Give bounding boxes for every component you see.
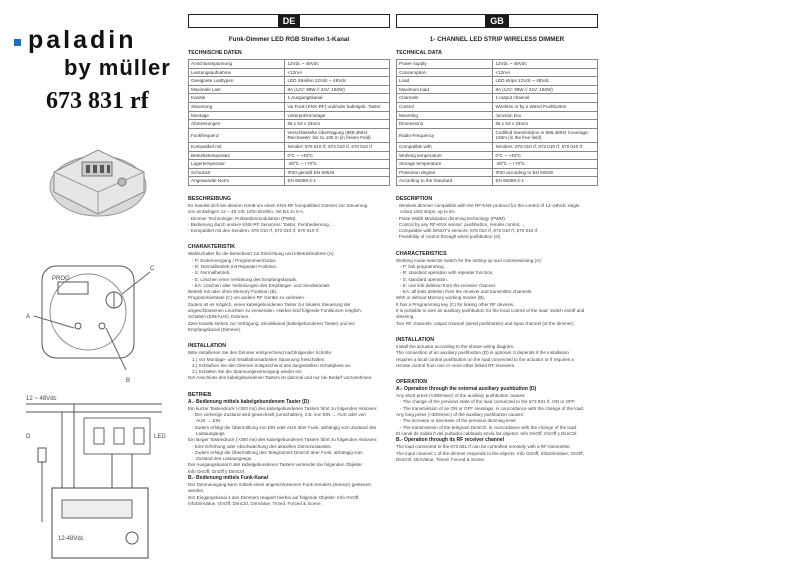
text-line: - The increase or decrease of the previous dimming level. [400,418,517,424]
tech-row [189,120,390,129]
text-line: The connection of an auxiliary pushbutton (D) is optional. It depends if the installation [396,350,569,356]
tech-value: Wireless or by a Wired Pushbutton [493,102,598,111]
tech-table-gb [396,59,598,186]
tech-value: EN 60669-2-1 [285,177,390,186]
logo-square-icon [14,39,21,46]
tech-value: LED strips 12Vdc ~ 48Vdc [493,77,598,86]
text-line: 1.) Vor Montage- und Installationsarbeiten Spannung freischalten. [192,356,326,362]
text-line: The load connected to the 673 831 rf can be controlled remotely with a RF transmitter. [396,444,571,450]
tech-label: Control [397,102,493,111]
section-heading: OPERATION [396,379,428,386]
tech-label: Maximale Last [189,85,285,94]
section-heading: INSTALLATION [188,343,227,350]
tech-value: Codified transmission in 868,4MHz Coverage: 100m (in the free field) [493,128,598,142]
subsection-heading: B.- Bedienung mittels Funk-Kanal [188,475,269,481]
text-line: · Possibility of control through wired pushbutton (D). [396,234,502,240]
wiring-diagram [22,392,177,564]
section-heading: INSTALLATION [396,336,435,343]
tech-row [189,68,390,77]
text-line: Der Anschluss des kabelgebundenen Tasters ist optional und nur bei Bedarf vorzunehmen. [188,375,373,381]
tech-row [189,102,390,111]
text-line: - EA: all links deletion from the receiver and transmitter channels. [400,289,533,295]
text-line: Lastausgangs. [196,430,226,436]
subsection-heading: B.- Operation through its RF receiver channel [396,437,505,444]
language-header-de: DE [188,14,390,28]
brand-subline: by müller [64,55,171,80]
text-line: Wahlschalter für die Betriebsart zur Einrichtung und Inbetriebnahme (A): [188,251,335,257]
text-line: 3.) Schalten Sie die Spannungsversorgung wieder ein. [192,369,303,375]
column-title-gb: 1- CHANNEL LED STRIP WIRELESS DIMMER [429,36,565,43]
tech-value: 1 Ausgangskanal [285,94,390,103]
text-line: With or without Memory working modes (B). [396,295,486,301]
tech-row [397,168,598,177]
text-line: Info OnOff, OnOff y DimCtrl. [188,468,246,474]
tech-row [397,102,598,111]
tech-value: IP20 gemäß EN 60529 [285,168,390,177]
tech-value: <12mA [285,68,390,77]
tech-row [189,111,390,120]
tech-label: Consumption [397,68,493,77]
text-line: Betrieb mit oder ohne Memory Funktion (B). [188,289,278,295]
tech-label: Lagertemperatur [189,160,285,169]
tech-label: Angewandte Norm [189,177,285,186]
text-blocks-gb [396,186,598,463]
text-line: The input channel 1 of the dimmer responds to the objects: Info OnOff, InfoDimValue, OnOff, [396,450,584,456]
subsection-heading: A.- Operation through the external auxiliary pushbutton (D) [396,386,537,393]
tech-label: Montage [189,111,285,120]
tech-value: Junction box [493,111,598,120]
text-line: - Zudem erfolgt die Übermittlung des Telegramms DimCtrl über Funk, abhängig vom [192,449,363,455]
tech-row [189,60,390,69]
tech-row [397,94,598,103]
text-line: · Control by any RF-KNX sensor: pushbutton, remote control, ... [396,221,526,227]
text-line: - EA: Löschen aller Verlinkungen des Empfänger- und Sendekanals. [192,282,331,288]
tech-label: Maximum load [397,85,493,94]
text-line: - P: link programming. [400,263,445,269]
text-line: colour LED strips, up to 8A. [400,209,456,215]
diagram-label-prog: PROG [52,276,70,282]
tech-row [397,177,598,186]
text-line: Two RF channels: output channel (wired pushbutton) and input channel (of the dimmer). [396,320,575,326]
text-line: DimCtrl, DimValue, Timed, Forced & Scene. [396,456,486,462]
tech-label: Power supply [397,60,493,69]
tech-label: Steuerung [189,102,285,111]
text-line: · Kompatibel mit den Sendern: 676 010 rf, 673 010 rf, 670 010 rf. [188,228,320,234]
text-line: Bitte installieren Sie den Dimmer entsprechend nachfolgender Schritte: [188,350,333,356]
tech-value: 12Vdc ~ 48Vdc [285,60,390,69]
tech-row [397,77,598,86]
column-gb [396,14,598,463]
tech-label: Working temperature [397,151,493,160]
text-line: Zudem ist es möglich, einen kabelgebundenen Taster zur lokalen Steuerung der [188,301,351,307]
tech-label: Schutzart [189,168,285,177]
tech-row [397,85,598,94]
text-line: Der Eingangskanal 1 des Dimmers reagiert hierbei auf folgende Objekte: Info OnOff, [188,494,360,500]
tech-label: Mounting [397,111,493,120]
tech-label: Kompatibel mit [189,142,285,151]
tech-value: LED Streifen 12Vdc ~ 48Vdc [285,77,390,86]
section-heading: CHARAKTERISTIK [188,244,236,251]
tech-row [397,142,598,151]
tech-row [397,111,598,120]
text-line: Schalten (EIN/AUS), Dimmen. [188,314,250,320]
tech-label: Protection degree [397,168,493,177]
tech-label: Abmessungen [189,120,285,129]
text-line: - Der vorherige Zustand wird gewechselt (umschalten), z.B. von EIN → AUS oder von [192,412,366,418]
tech-row [189,168,390,177]
text-line: - E: Löschen einer Verlinkung des Empfangskanals. [192,276,298,282]
tech-value: 8A (12V: 96W // 24V: 192W) [493,85,598,94]
part-number: 673 831 rf [46,88,149,114]
text-line: Der Dimmausgang kann mittels eines angeschlossenen Funk-Senders (Sensor) gesteuert [188,482,371,487]
column-de [188,14,390,507]
text-line: - R: standard operation with repeater function. [400,270,494,276]
text-line: InfoDimValue, OnOff, DimCtrl, DimValue, Timed, Forced & Scene. [188,500,322,506]
text-line: 2.) Schließen Sie den Dimmer entsprechend des dargestellten Schaltplans an. [192,362,352,368]
text-line: von einfarbigen 12 ~ 48 Vdc LED-Streifen, mit bis zu 8 A. [188,209,305,215]
tech-label: Radio-Frequency [397,128,493,142]
tech-value: 8A (12V: 96W // 24V: 192W) [285,85,390,94]
tech-row [397,60,598,69]
subsection-heading: A.- Bedienung mittels kabelgebundenem Taster (D) [188,398,310,405]
tech-row [189,85,390,94]
text-line: Zwei Kanäle stehen zur Verfügung: Sendekanal (kabelgebundener Taster) und ein [188,320,355,326]
tech-label: According to the Standard [397,177,493,186]
text-line: - S: standard operation. [400,276,449,282]
tech-data-heading-de: TECHNISCHE DATEN [188,50,242,56]
text-line: Programmiertaste (C) um andere RF Geräte zu verlinken. [188,295,306,301]
text-line: Der Ausgangskanal 0 des kabelgebundenen Tasters versendet die folgenden Objekte: [188,462,363,468]
text-line: Ein kurzer Tastendruck (<300 ms) des kabelgebundenen Tasters führt zu folgenden Aktionen: [188,405,378,411]
diagram-label-supply: 12 ~ 48Vdc [26,396,57,402]
tech-value: 0ºC ~ +40ºC [285,151,390,160]
tech-value: Sender: 676 010 rf, 673 010 rf, 670 010 rf [285,142,390,151]
tech-row [189,151,390,160]
text-line: It has a Programming key (C) for linking other RF devices. [396,301,515,307]
diagram-label-load: LED [154,434,166,440]
tech-label: Funkfrequenz [189,128,285,142]
text-line: angeschlossenen Leuchten zu verwenden. Hierbei sind folgende Funktionen möglich: [188,308,362,314]
text-line: Es handelt sich bei diesem Gerät um einen KNX-RF kompatiblen Dimmer zur Steuerung [188,202,368,208]
text-line: dimming. [396,314,415,320]
tech-value: Unterputzmontage [285,111,390,120]
text-line: Install the actuator according to the shown wiring diagram. [396,343,515,349]
tech-label: Compatible with [397,142,493,151]
tech-value: EN 60669-2-1 [493,177,598,186]
product-photo [44,128,152,223]
section-heading: BESCHREIBUNG [188,195,231,202]
tech-value: 1 output channel [493,94,598,103]
tech-value: via Funk (KNX-RF) und/oder kabelgeb. Taster [285,102,390,111]
tech-value: 12Vdc ~ 48Vdc [493,60,598,69]
tech-row [397,68,598,77]
tech-value: -30ºC ~ +70ºC [285,160,390,169]
tech-row [189,177,390,186]
tech-data-heading-gb: TECHNICAL DATA [396,50,442,56]
text-line: - The transmission of the telegram DimCtrl, in concordance with the change of the load. [400,424,578,430]
text-line: - Zudem erfolgt die Übermittlung von EIN oder AUS über Funk, abhängig vom Zustand des [192,424,377,430]
text-line: - E: one link deletion from the receiver channel. [400,282,497,288]
selector-diagram [22,258,162,388]
tech-label: Leistungsaufnahme [189,68,285,77]
text-line: werden. [188,488,205,494]
text-line: · Bedienung durch andere KNX-RF Sensoren: Taster, Fernbedienung, ... [188,221,336,227]
tech-label: Dimensions [397,120,493,129]
section-heading: BETRIEB [188,391,212,398]
tech-label: Kanäle [189,94,285,103]
text-line: El canal de salida 0 del pulsador cableado envía los objetos: Info OnOff, OnOff y DimCtrl. [396,430,578,436]
tech-row [397,151,598,160]
tech-label: Storage temperature [397,160,493,169]
text-line: Ein langer Tastendruck (>300 ms) des kabelgebundenen Tasters führt zu folgenden Aktionen: [188,437,378,443]
text-line: Empfangskanal (Dimmer). [188,326,242,332]
tech-label: Load [397,77,493,86]
text-line: - The transmission of an ON or OFF message, in concordance with the change of the load. [400,405,585,411]
tech-row [189,160,390,169]
text-line: · Wireless dimmer compatible with the RF-KNX protocol for the control of 12~48Vdc single [396,202,580,208]
text-line: Any long press (>300msec) of the auxiliary pushbutton causes: [396,412,525,418]
tech-label: Betriebstemperatur [189,151,285,160]
text-line: · Pulse Width Modulation dimming technology (PWM). [396,215,507,221]
tech-row [189,77,390,86]
tech-value: -30ºC ~ +70ºC [493,160,598,169]
language-header-gb: GB [396,14,598,28]
text-line: requires a local control pushbutton on the load connected to the actuator or if requires a [396,356,574,362]
text-line: Any short press (<300msec) of the auxiliary pushbutton causes: [396,393,526,399]
tech-value: Verschlüsselte Übertragung (868,4MHz Reichweite: bis zu 100 m (in freiem Feld) [285,128,390,142]
column-title-de: Funk-Dimmer LED RGB Streifen 1-Kanal [228,36,350,43]
diagram-label-supply2: 12-48Vdc [58,536,84,542]
text-line: - R: Normalbetrieb mit Repeater Funktion. [192,263,278,269]
text-line: - S: Normalbetrieb. [192,270,231,276]
diagram-label-b: B [126,378,131,384]
tech-table-de [188,59,390,186]
section-heading: CHARACTERISTICS [396,250,447,257]
diagram-label-a: A [26,314,31,320]
tech-label: Channels [397,94,493,103]
text-line: - The change of the previous state of the load connected to the 673 831 rf. ON or OFF. [400,399,576,405]
text-line: - Eine Erhöhung oder Abschwächung des aktuellen Dimmzustandes. [192,443,332,449]
tech-value: Senders: 676 010 rf, 673 010 rf, 670 010 rf [493,142,598,151]
tech-row [189,94,390,103]
tech-row [397,160,598,169]
brand-name: paladin [28,26,137,54]
tech-value: 55 x 53 x 34mm [285,120,390,129]
text-line: - P: Einlernvorgang / Programmiermodus. [192,257,277,263]
text-line: Working mode selector switch for the setting-up and commissioning (A): [396,257,542,263]
tech-value: 55 x 53 x 34mm [493,120,598,129]
tech-row [189,128,390,142]
tech-label: Geeignete Lasttypen [189,77,285,86]
text-line: · Dimmer Technologie: Pulsweitenmodulation (PWM). [188,215,297,221]
diagram-label-d: D [26,434,31,440]
tech-value: <12mA [493,68,598,77]
text-line: · Compatible with DINUY's sensors: 676 010 rf, 673 010 rf, 670 010 rf. [396,228,539,234]
text-line: Zustand des Lastausgangs. [196,456,253,462]
text-line: remote control from one or more other linked RF receivers. [396,362,516,368]
tech-value: IP20 according to EN 60529 [493,168,598,177]
tech-row [189,142,390,151]
text-line: It is possible to wire an auxiliary pushbutton for the local control of the load: switch on/off and [396,308,585,314]
text-blocks-de [188,186,390,507]
text-line: AUS → EIN. [196,418,222,424]
section-heading: DESCRIPTION [396,195,433,202]
tech-row [397,128,598,142]
tech-value: 0ºC ~ +40ºC [493,151,598,160]
tech-label: Anschlussspannung [189,60,285,69]
diagram-label-c: C [150,266,155,272]
tech-row [397,120,598,129]
